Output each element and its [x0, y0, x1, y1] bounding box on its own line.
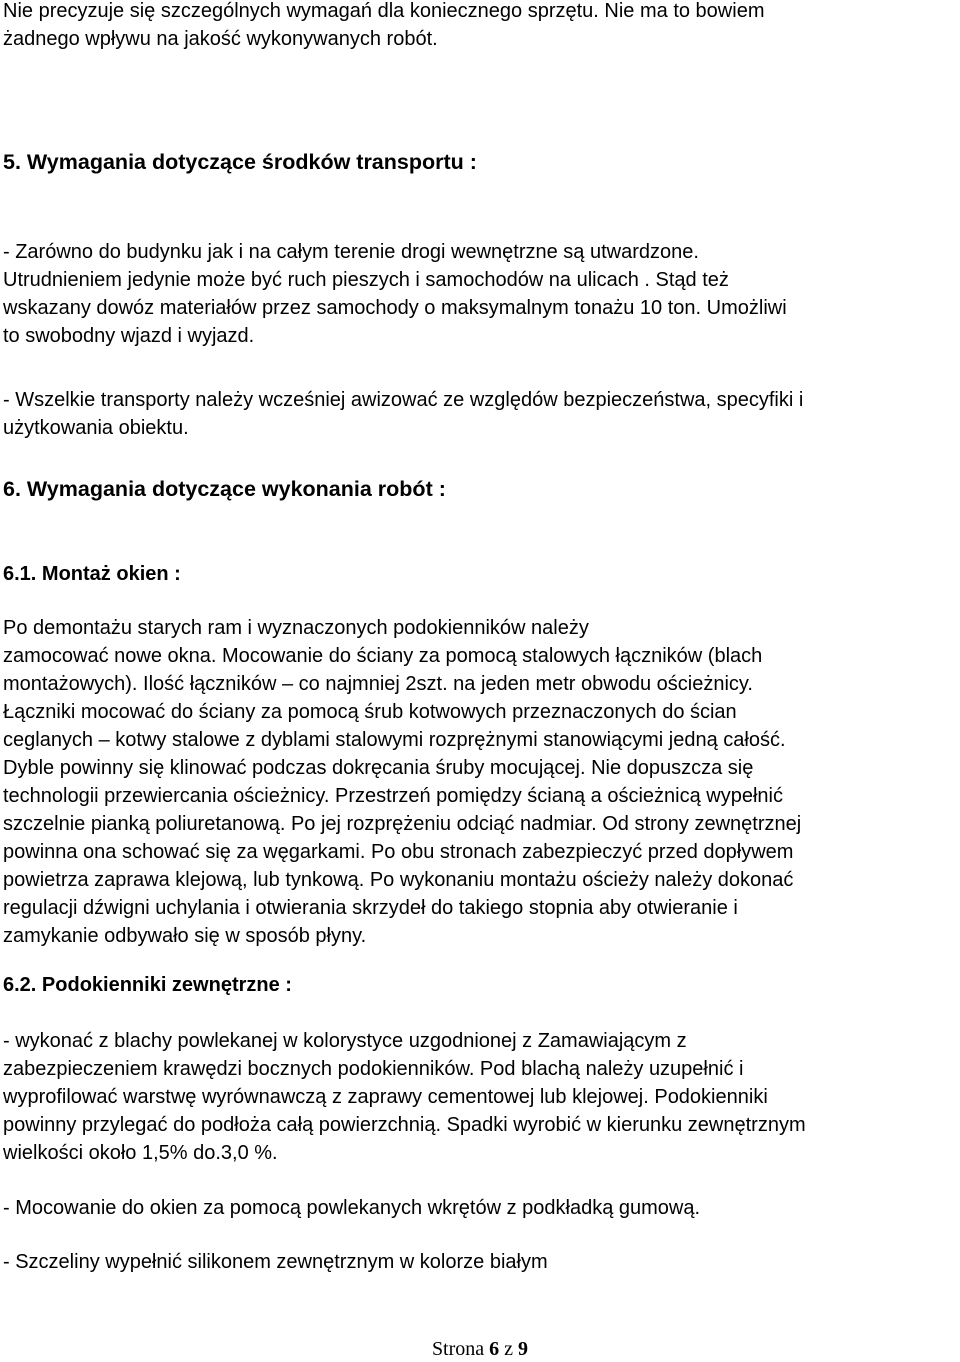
footer-page-total: 9 — [518, 1338, 529, 1360]
section-6-2-para1-line: wyprofilować warstwę wyrównawczą z zaprawy cementowej lub klejowej. Podokienniki — [3, 1086, 768, 1108]
section-6-1-line: Po demontażu starych ram i wyznaczonych podokienników należy — [3, 617, 589, 639]
section-6-1-line: ceglanych – kotwy stalowe z dyblami stalowymi rozprężnymi stanowiącymi jedną całość. — [3, 729, 786, 751]
section-6-1-line: powietrza zaprawa klejową, lub tynkową. Po wykonaniu montażu ościeży należy dokonać — [3, 869, 794, 891]
section-6-1-line: Dyble powinny się klinować podczas dokręcania śruby mocującej. Nie dopuszcza się — [3, 757, 754, 779]
section-6-2-heading: 6.2. Podokienniki zewnętrzne : — [3, 974, 292, 996]
section-6-1-line: szczelnie pianką poliuretanową. Po jej rozprężeniu odciąć nadmiar. Od strony zewnętrznej — [3, 813, 802, 835]
section-6-1-line: montażowych). Ilość łączników – co najmniej 2szt. na jeden metr obwodu ościeżnicy. — [3, 673, 753, 695]
section-6-2-para1-line: powinny przylegać do podłoża całą powierzchnią. Spadki wyrobić w kierunku zewnętrznym — [3, 1114, 806, 1136]
intro-line-1: Nie precyzuje się szczególnych wymagań dla koniecznego sprzętu. Nie ma to bowiem — [3, 0, 765, 22]
section-6-heading: 6. Wymagania dotyczące wykonania robót : — [3, 477, 446, 501]
section-6-1-line: Łączniki mocować do ściany za pomocą śrub kotwowych przeznaczonych do ścian — [3, 701, 737, 723]
section-5-para2-line: użytkowania obiektu. — [3, 417, 189, 439]
section-6-1-line: regulacji dźwigni uchylania i otwierania skrzydeł do takiego stopnia aby otwieranie i — [3, 897, 738, 919]
section-6-1-heading: 6.1. Montaż okien : — [3, 563, 181, 585]
page-footer — [0, 1338, 960, 1361]
section-5-para1-line: - Zarówno do budynku jak i na całym terenie drogi wewnętrzne są utwardzone. — [3, 241, 699, 263]
section-5-para2-line: - Wszelkie transporty należy wcześniej awizować ze względów bezpieczeństwa, specyfiki i — [3, 389, 804, 411]
section-6-2-para1-line: - wykonać z blachy powlekanej w kolorystyce uzgodnionej z Zamawiającym z — [3, 1030, 687, 1052]
section-5-para1-line: to swobodny wjazd i wyjazd. — [3, 325, 255, 347]
section-6-2-para3: - Szczeliny wypełnić silikonem zewnętrznym w kolorze białym — [3, 1251, 548, 1273]
section-6-1-line: zamocować nowe okna. Mocowanie do ściany za pomocą stalowych łączników (blach — [3, 645, 763, 667]
section-5-para1-line: wskazany dowóz materiałów przez samochody o maksymalnym tonażu 10 ton. Umożliwi — [3, 297, 787, 319]
section-6-2-para2: - Mocowanie do okien za pomocą powlekanych wkrętów z podkładką gumową. — [3, 1197, 701, 1219]
section-5-para1-line: Utrudnieniem jedynie może być ruch pieszych i samochodów na ulicach . Stąd też — [3, 269, 729, 291]
footer-page-number: 6 — [489, 1338, 500, 1360]
section-6-2-para1-line: zabezpieczeniem krawędzi bocznych podokienników. Pod blachą należy uzupełnić i — [3, 1058, 744, 1080]
intro-line-2: żadnego wpływu na jakość wykonywanych robót. — [3, 28, 438, 50]
footer-separator: z — [504, 1338, 514, 1360]
section-5-heading: 5. Wymagania dotyczące środków transportu : — [3, 150, 477, 174]
section-6-1-line: technologii przewiercania ościeżnicy. Przestrzeń pomiędzy ścianą a ościeżnicą wypełnić — [3, 785, 783, 807]
section-6-1-line: powinna ona schować się za węgarkami. Po obu stronach zabezpieczyć przed dopływem — [3, 841, 794, 863]
footer-prefix: Strona — [431, 1338, 485, 1360]
section-6-1-line: zamykanie odbywało się w sposób płyny. — [3, 925, 367, 947]
section-6-2-para1-line: wielkości około 1,5% do.3,0 %. — [3, 1142, 278, 1164]
